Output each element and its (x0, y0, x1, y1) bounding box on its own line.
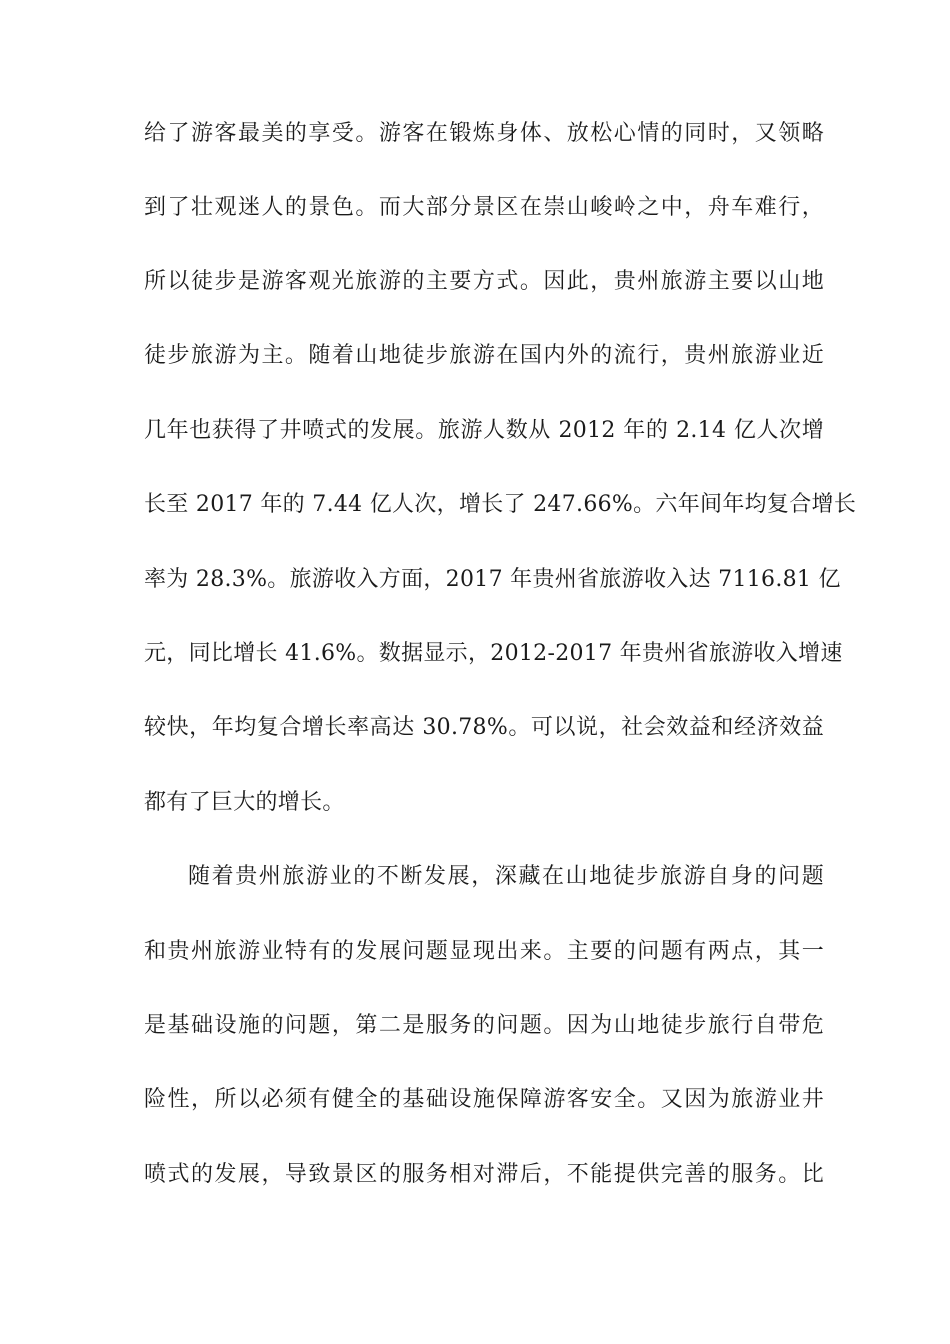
text-line-2: 到了壮观迷人的景色。而大部分景区在崇山峻岭之中，舟车难行， (144, 195, 824, 220)
text-line-13: 是基础设施的问题，第二是服务的问题。因为山地徒步旅行自带危 (144, 1013, 824, 1038)
text-line-15: 喷式的发展，导致景区的服务相对滞后，不能提供完善的服务。比 (144, 1162, 824, 1187)
text-line-11: 随着贵州旅游业的不断发展，深藏在山地徒步旅游自身的问题 (188, 864, 824, 889)
text-line-12: 和贵州旅游业特有的发展问题显现出来。主要的问题有两点，其一 (144, 939, 824, 964)
text-line-5: 几年也获得了井喷式的发展。旅游人数从 2012 年的 2.14 亿人次增 (144, 418, 824, 443)
text-line-10: 都有了巨大的增长。 (144, 790, 345, 815)
text-line-4: 徒步旅游为主。随着山地徒步旅游在国内外的流行，贵州旅游业近 (144, 343, 824, 368)
text-line-8: 元，同比增长 41.6%。数据显示，2012-2017 年贵州省旅游收入增速 (144, 641, 843, 666)
text-line-7: 率为 28.3%。旅游收入方面，2017 年贵州省旅游收入达 7116.81 亿 (144, 567, 841, 592)
text-line-1: 给了游客最美的享受。游客在锻炼身体、放松心情的同时，又领略 (144, 121, 824, 146)
text-line-14: 险性，所以必须有健全的基础设施保障游客安全。又因为旅游业井 (144, 1087, 824, 1112)
text-line-3: 所以徒步是游客观光旅游的主要方式。因此，贵州旅游主要以山地 (144, 269, 824, 294)
text-line-6: 长至 2017 年的 7.44 亿人次，增长了 247.66%。六年间年均复合增长 (144, 492, 857, 517)
text-line-9: 较快，年均复合增长率高达 30.78%。可以说，社会效益和经济效益 (144, 715, 824, 740)
